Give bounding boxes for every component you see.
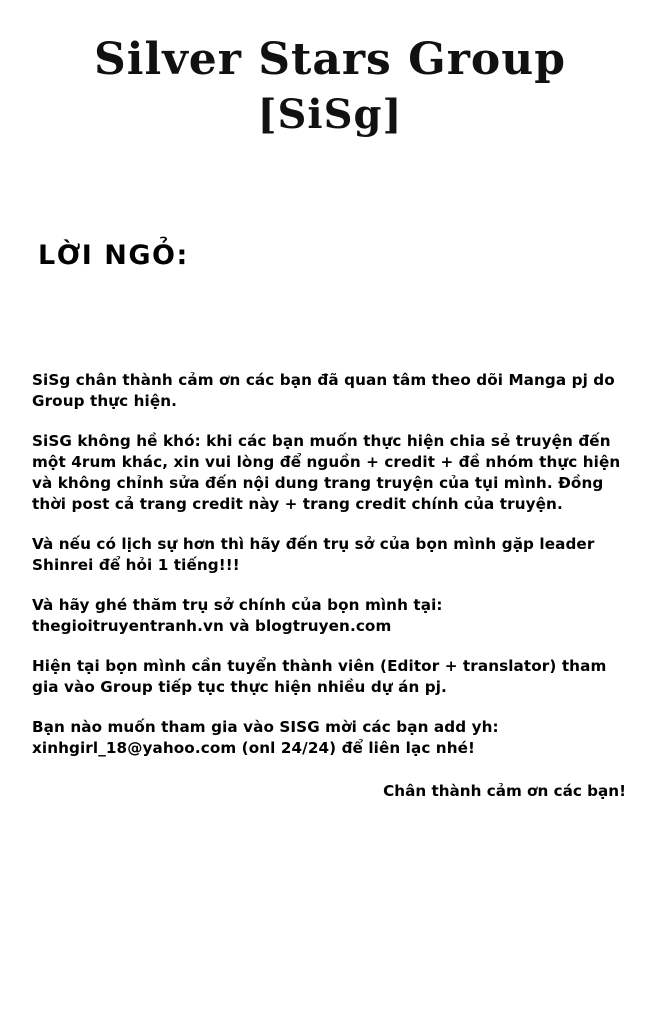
body-text bbox=[32, 370, 632, 802]
paragraph: Và hãy ghé thăm trụ sở chính của bọn mình tại: thegioitruyentranh.vn và blogtruyen.com bbox=[32, 596, 443, 635]
paragraph: SiSG không hề khó: khi các bạn muốn thực hiện chia sẻ truyện đến một 4rum khác, xin vui lòng để nguồn + credit + đề nhóm thực hiện và không chỉnh sửa đến nội dung trang truyện của tụi mình. Đồng thời post cả trang credit này + trang credit chính của truyện. bbox=[32, 432, 621, 513]
group-title: Silver Stars Group bbox=[93, 34, 566, 85]
group-title-abbreviation: [SiSg] bbox=[257, 91, 403, 138]
section-heading: LỜI NGỎ: bbox=[38, 240, 189, 271]
paragraph: Bạn nào muốn tham gia vào SISG mời các bạn add yh: xinhgirl_18@yahoo.com (onl 24/24) để liên lạc nhé! bbox=[32, 718, 499, 757]
closing-line: Chân thành cảm ơn các bạn! bbox=[383, 782, 626, 800]
paragraph: Và nếu có lịch sự hơn thì hãy đến trụ sở của bọn mình gặp leader Shinrei để hỏi 1 tiếng!!! bbox=[32, 535, 595, 574]
paragraph: Hiện tại bọn mình cần tuyển thành viên (Editor + translator) tham gia vào Group tiếp tục thực hiện nhiều dự án pj. bbox=[32, 657, 607, 696]
paragraph: SiSg chân thành cảm ơn các bạn đã quan tâm theo dõi Manga pj do Group thực hiện. bbox=[32, 371, 615, 410]
title-block bbox=[0, 34, 660, 140]
